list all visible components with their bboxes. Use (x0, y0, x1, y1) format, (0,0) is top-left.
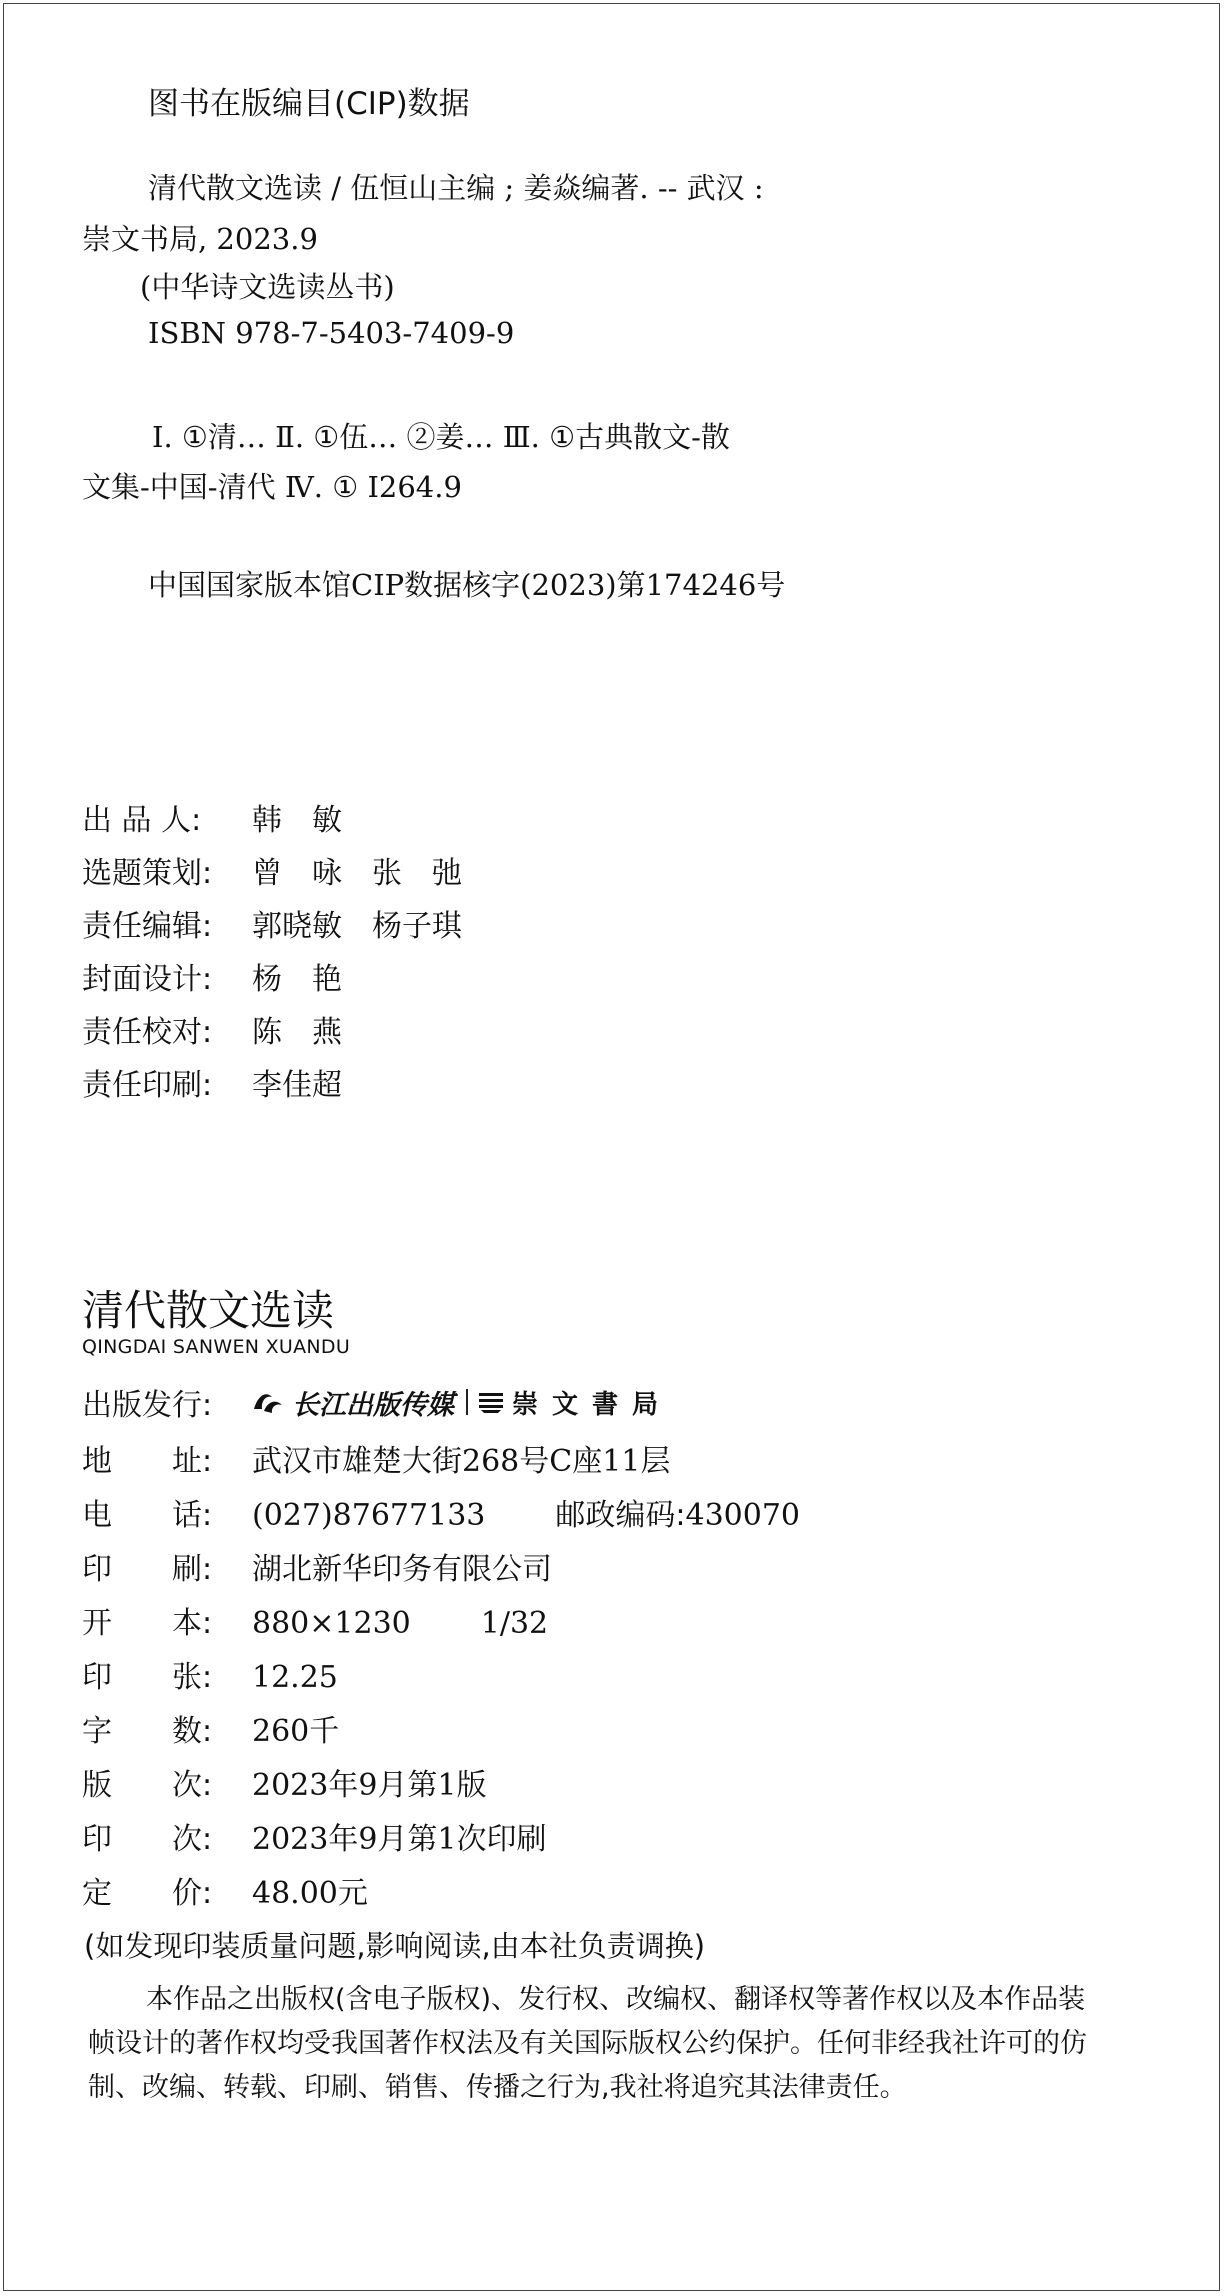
credit-row (82, 1060, 342, 1104)
book-subtitle: QINGDAI SANWEN XUANDU (82, 1336, 351, 1358)
info-label: 版 次: (82, 1768, 213, 1803)
info-value: 2023年9月第1次印刷 (252, 1822, 547, 1857)
info-row-phone (82, 1490, 800, 1534)
info-label: 印 刷: (82, 1552, 213, 1587)
cip-line-1: 清代散文选读 / 伍恒山主编 ; 姜焱编著. -- 武汉 : (148, 171, 764, 205)
info-row-printing (82, 1814, 547, 1858)
credit-label: 责任编辑: (82, 909, 213, 944)
info-label: 印 张: (82, 1660, 213, 1695)
info-label: 印 次: (82, 1822, 213, 1857)
credit-value: 李佳超 (252, 1068, 342, 1103)
info-label: 开 本: (82, 1606, 213, 1641)
cip-line-3: (中华诗文选读丛书) (140, 270, 395, 304)
info-row-price (82, 1868, 368, 1912)
credit-row (82, 795, 342, 839)
info-row-printer (82, 1544, 552, 1588)
quality-notice: (如发现印装质量问题,影响阅读,由本社负责调换) (84, 1929, 706, 1963)
info-label: 定 价: (82, 1876, 213, 1911)
credit-row (82, 1007, 342, 1051)
info-value: 湖北新华印务有限公司 (252, 1552, 552, 1587)
logo-divider (466, 1389, 468, 1415)
info-row-address (82, 1436, 670, 1480)
credit-label: 选题策划: (82, 856, 213, 891)
credit-value: 杨 艳 (252, 962, 342, 997)
info-value: 武汉市雄楚大街268号C座11层 (252, 1444, 671, 1479)
cip-line-4-isbn: ISBN 978-7-5403-7409-9 (148, 316, 515, 350)
changjiang-logo-text: 长江出版传媒 (292, 1389, 454, 1421)
credit-value: 郭晓敏 杨子琪 (252, 909, 462, 944)
info-value: 2023年9月第1版 (252, 1768, 487, 1803)
info-row-words (82, 1706, 339, 1750)
chongwen-mark-icon (478, 1391, 504, 1413)
chongwen-logo (478, 1384, 672, 1421)
cip-heading: 图书在版编目(CIP)数据 (148, 86, 470, 122)
changjiang-logo (252, 1383, 454, 1422)
cip-line-7-verification: 中国国家版本馆CIP数据核字(2023)第174246号 (148, 568, 786, 602)
book-title: 清代散文选读 (82, 1286, 335, 1335)
credit-label: 出 品 人: (82, 803, 202, 838)
credit-row (82, 954, 342, 998)
info-value: 260千 (252, 1714, 340, 1749)
wave-icon (252, 1387, 286, 1417)
publisher-row (82, 1380, 672, 1424)
publisher-label: 出版发行: (82, 1388, 213, 1423)
credit-row (82, 848, 462, 892)
info-value: 12.25 (252, 1660, 338, 1695)
info-label: 字 数: (82, 1714, 213, 1749)
postcode-value: 430070 (685, 1498, 801, 1533)
info-label: 电 话: (82, 1498, 213, 1533)
info-value: 880×1230 (252, 1606, 411, 1641)
cip-line-5: Ⅰ. ①清… Ⅱ. ①伍… ②姜… Ⅲ. ①古典散文-散 (152, 420, 730, 454)
info-label: 地 址: (82, 1444, 213, 1479)
credit-row (82, 901, 462, 945)
cip-line-6: 文集-中国-清代 Ⅳ. ① I264.9 (82, 470, 462, 504)
format-fraction: 1/32 (480, 1606, 549, 1641)
credit-label: 责任校对: (82, 1015, 213, 1050)
credit-label: 责任印刷: (82, 1068, 213, 1103)
credit-value: 曾 咏 张 弛 (252, 856, 462, 891)
postcode-label: 邮政编码: (555, 1498, 686, 1533)
copyright-paragraph: 本作品之出版权(含电子版权)、发行权、改编权、翻译权等著作权以及本作品装帧设计的著作权均受我国著作权法及有关国际版权公约保护。任何非经我社许可的仿制、改编、转载、印刷、销售、传播之行为,我社将追究其法律责任。 (88, 1984, 1087, 2103)
credit-label: 封面设计: (82, 962, 213, 997)
credit-value: 陈 燕 (252, 1015, 342, 1050)
info-row-sheets (82, 1652, 338, 1696)
chongwen-logo-text: 崇文書局 (512, 1389, 673, 1420)
cip-line-2: 崇文书局, 2023.9 (82, 222, 318, 256)
info-value: (027)87677133 (252, 1498, 486, 1533)
info-row-edition (82, 1760, 487, 1804)
info-value: 48.00元 (252, 1876, 368, 1911)
info-row-format (82, 1598, 548, 1642)
credit-value: 韩 敏 (252, 803, 342, 838)
